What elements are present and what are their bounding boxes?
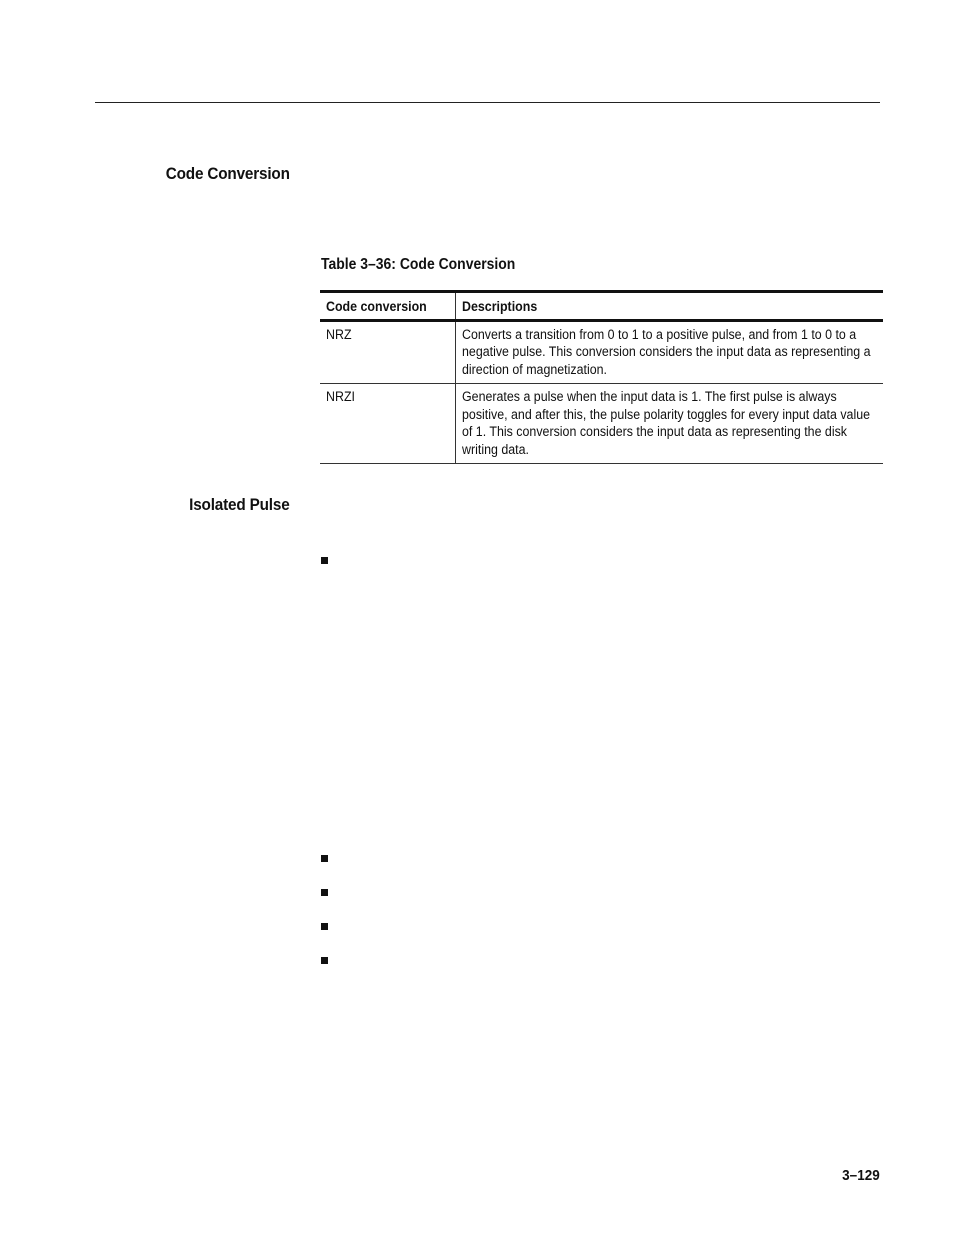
section-heading-code-conversion: Code Conversion — [166, 164, 290, 183]
section-heading-isolated-pulse: Isolated Pulse — [189, 495, 290, 514]
table-caption: Table 3–36: Code Conversion — [321, 256, 516, 273]
code-conversion-table — [320, 290, 883, 464]
table-cell-code: NRZ — [320, 320, 456, 384]
table-row — [320, 320, 883, 384]
square-bullet-icon — [321, 957, 328, 964]
table-cell-code: NRZI — [320, 384, 456, 464]
header-rule — [95, 102, 880, 103]
table-cell-description: Generates a pulse when the input data is 1. The first pulse is always positive, and after this, the pulse polarity toggles for every input data value of 1. This conversion considers the input data as representing the disk writing data. — [462, 389, 871, 457]
table-cell-description: Converts a transition from 0 to 1 to a positive pulse, and from 1 to 0 to a negative pulse. This conversion considers the input data as representing a direction of magnetization. — [462, 326, 871, 377]
square-bullet-icon — [321, 923, 328, 930]
table-header-code-conversion: Code conversion — [320, 292, 456, 321]
square-bullet-icon — [321, 889, 328, 896]
square-bullet-icon — [321, 855, 328, 862]
table-row — [320, 384, 883, 464]
table-header-row — [320, 292, 883, 321]
page-number: 3–129 — [842, 1167, 880, 1184]
table-header-descriptions: Descriptions — [462, 299, 538, 314]
square-bullet-icon — [321, 557, 328, 564]
